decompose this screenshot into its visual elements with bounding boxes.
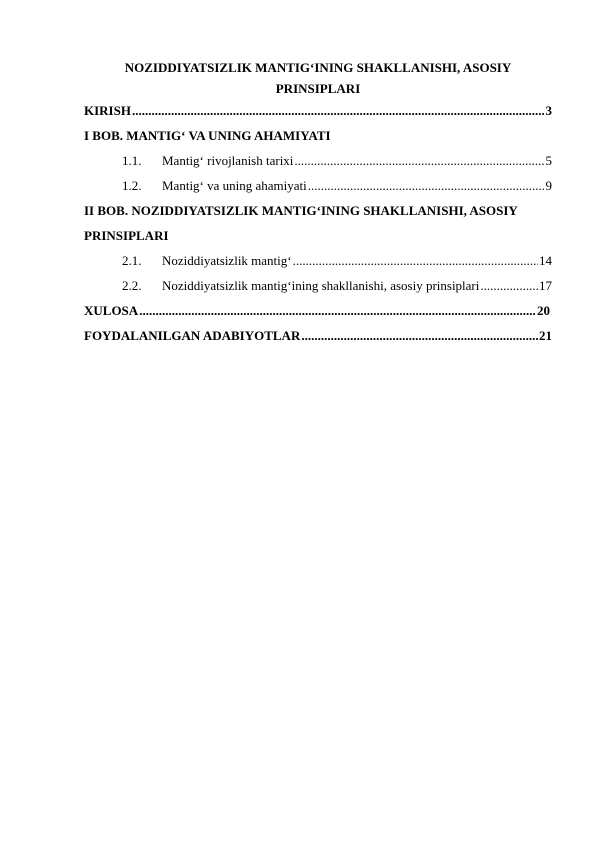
toc-dot-leader bbox=[480, 277, 538, 295]
toc-page-number: 21 bbox=[539, 328, 552, 343]
toc-page-number: 3 bbox=[545, 103, 552, 118]
toc-label: KIRISH bbox=[84, 103, 131, 118]
toc-label: Noziddiyatsizlik mantig‘ining shakllanishi, asosiy prinsiplari bbox=[162, 278, 480, 293]
toc-section-number: 1.2. bbox=[122, 178, 142, 193]
toc-entry-2-1[interactable] bbox=[122, 252, 552, 270]
toc-entry-1-1[interactable] bbox=[122, 152, 552, 170]
toc-label: Noziddiyatsizlik mantig‘ bbox=[162, 253, 292, 268]
toc-page-number: 20 bbox=[537, 303, 550, 318]
toc-dot-leader bbox=[293, 252, 538, 270]
toc-dot-leader bbox=[294, 152, 544, 170]
toc-label: Mantig‘ rivojlanish tarixi bbox=[162, 153, 294, 168]
toc-chapter-1-heading[interactable]: I BOB. MANTIG‘ VA UNING AHAMIYATI bbox=[84, 128, 331, 143]
toc-entry-2-2[interactable] bbox=[122, 277, 552, 295]
toc-section-number: 2.1. bbox=[122, 253, 142, 268]
toc-page-number: 5 bbox=[545, 153, 552, 168]
toc-section-number: 2.2. bbox=[122, 278, 142, 293]
toc-dot-leader bbox=[308, 177, 545, 195]
toc-page-number: 9 bbox=[545, 178, 552, 193]
toc-dot-leader bbox=[132, 102, 545, 120]
toc-page-number: 14 bbox=[539, 253, 552, 268]
toc-entry-xulosa[interactable] bbox=[84, 302, 550, 320]
toc-dot-leader bbox=[139, 302, 536, 320]
document-title-line-2: PRINSIPLARI bbox=[275, 81, 361, 96]
toc-label: FOYDALANILGAN ADABIYOTLAR bbox=[84, 328, 301, 343]
toc-label: XULOSA bbox=[84, 303, 139, 318]
toc-entry-adabiyotlar[interactable] bbox=[84, 327, 552, 345]
toc-entry-kirish[interactable] bbox=[84, 102, 552, 120]
toc-page-number: 17 bbox=[539, 278, 552, 293]
toc-label: Mantig‘ va uning ahamiyati bbox=[162, 178, 307, 193]
document-title-line-1: NOZIDDIYATSIZLIK MANTIG‘INING SHAKLLANISHI, ASOSIY bbox=[124, 60, 512, 75]
toc-chapter-2-heading-line-2[interactable]: PRINSIPLARI bbox=[84, 228, 169, 243]
toc-dot-leader bbox=[301, 327, 538, 345]
toc-entry-1-2[interactable] bbox=[122, 177, 552, 195]
toc-section-number: 1.1. bbox=[122, 153, 142, 168]
toc-chapter-2-heading-line-1[interactable]: II BOB. NOZIDDIYATSIZLIK MANTIG‘INING SHAKLLANISHI, ASOSIY bbox=[84, 203, 518, 218]
